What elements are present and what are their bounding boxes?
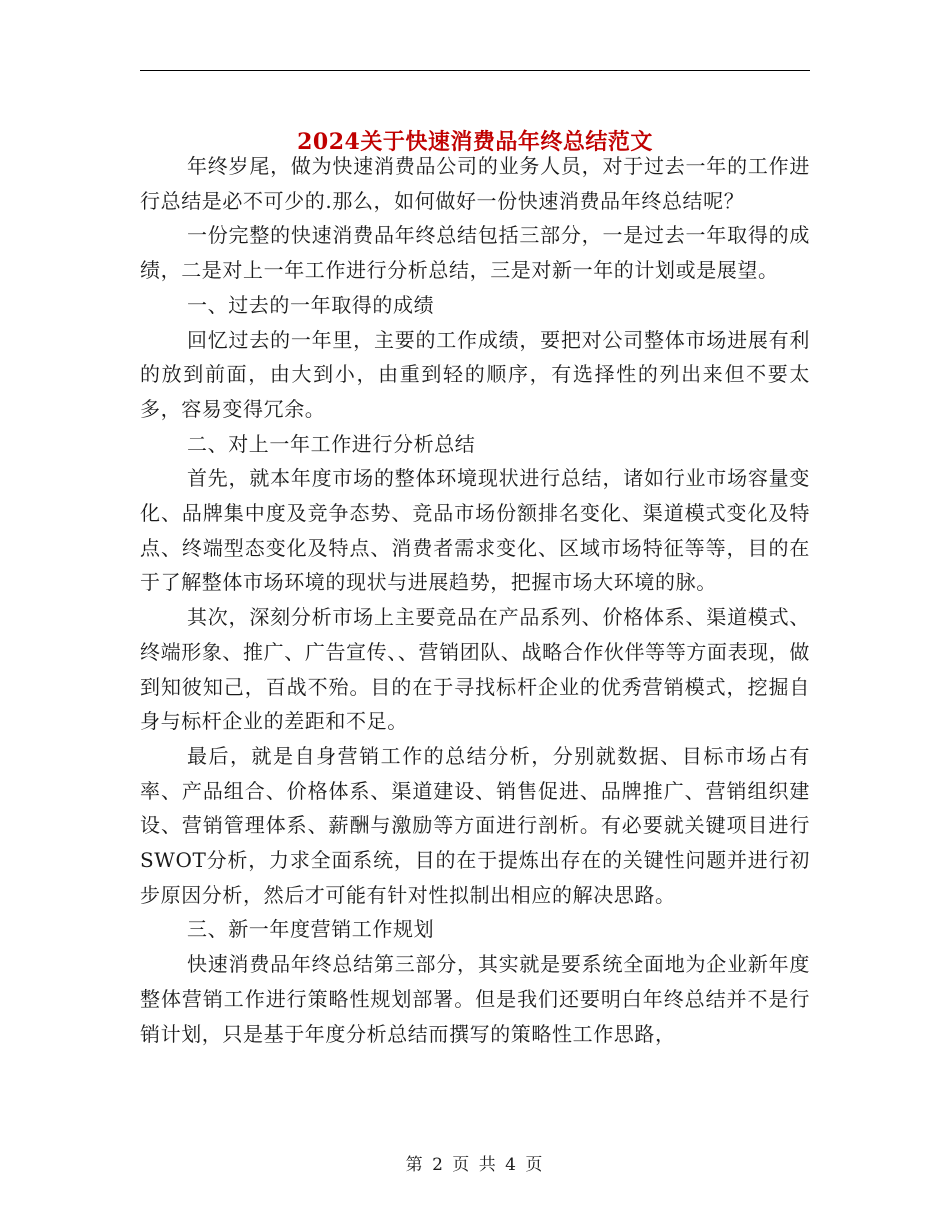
paragraph-achievements: 回忆过去的一年里，主要的工作成绩，要把对公司整体市场进展有利的放到前面，由大到小，由重到轻的顺序，有选择性的列出来但不要太多，容易变得冗余。 — [140, 327, 810, 421]
section-heading-analysis: 二、对上一年工作进行分析总结 — [187, 431, 476, 456]
section-heading-achievements: 一、过去的一年取得的成绩 — [187, 292, 435, 317]
header-rule — [140, 70, 810, 71]
paragraph-analysis-first: 首先，就本年度市场的整体环境现状进行总结，诸如行业市场容量变化、品牌集中度及竞争态势、竞品市场份额排名变化、渠道模式变化及特点、终端型态变化及特点、消费者需求变化、区域市场特征等等，目的在于了解整体市场环境的现状与进展趋势，把握市场大环境的脉。 — [140, 466, 810, 595]
page-footer: 第 2 页 共 4 页 — [405, 1155, 545, 1175]
section-heading-planning: 三、新一年度营销工作规划 — [187, 917, 435, 942]
paragraph-structure: 一份完整的快速消费品年终总结包括三部分，一是过去一年取得的成绩，二是对上一年工作进行分析总结，三是对新一年的计划或是展望。 — [140, 223, 810, 283]
paragraph-planning: 快速消费品年终总结第三部分，其实就是要系统全面地为企业新年度整体营销工作进行策略性规划部署。但是我们还要明白年终总结并不是行销计划，只是基于年度分析总结而撰写的策略性工作思路， — [140, 952, 810, 1046]
paragraph-analysis-second: 其次，深刻分析市场上主要竞品在产品系列、价格体系、渠道模式、终端形象、推广、广告宣传、、营销团队、战略合作伙伴等等方面表现，做到知彼知己，百战不殆。目的在于寻找标杆企业的优秀营销模式，挖掘自身与标杆企业的差距和不足。 — [140, 605, 810, 734]
document-title: 2024关于快速消费品年终总结范文 — [297, 128, 653, 155]
paragraph-analysis-last: 最后，就是自身营销工作的总结分析，分别就数据、目标市场占有率、产品组合、价格体系、渠道建设、销售促进、品牌推广、营销组织建设、营销管理体系、薪酬与激励等方面进行剖析。有必要就关键项目进行SWOT分析，力求全面系统，目的在于提炼出存在的关键性问题并进行初步原因分析，然后才可能有针对性拟制出相应的解决思路。 — [140, 743, 810, 907]
document-body — [140, 149, 810, 1051]
paragraph-intro: 年终岁尾，做为快速消费品公司的业务人员，对于过去一年的工作进行总结是必不可少的.那么，如何做好一份快速消费品年终总结呢？ — [140, 154, 810, 213]
